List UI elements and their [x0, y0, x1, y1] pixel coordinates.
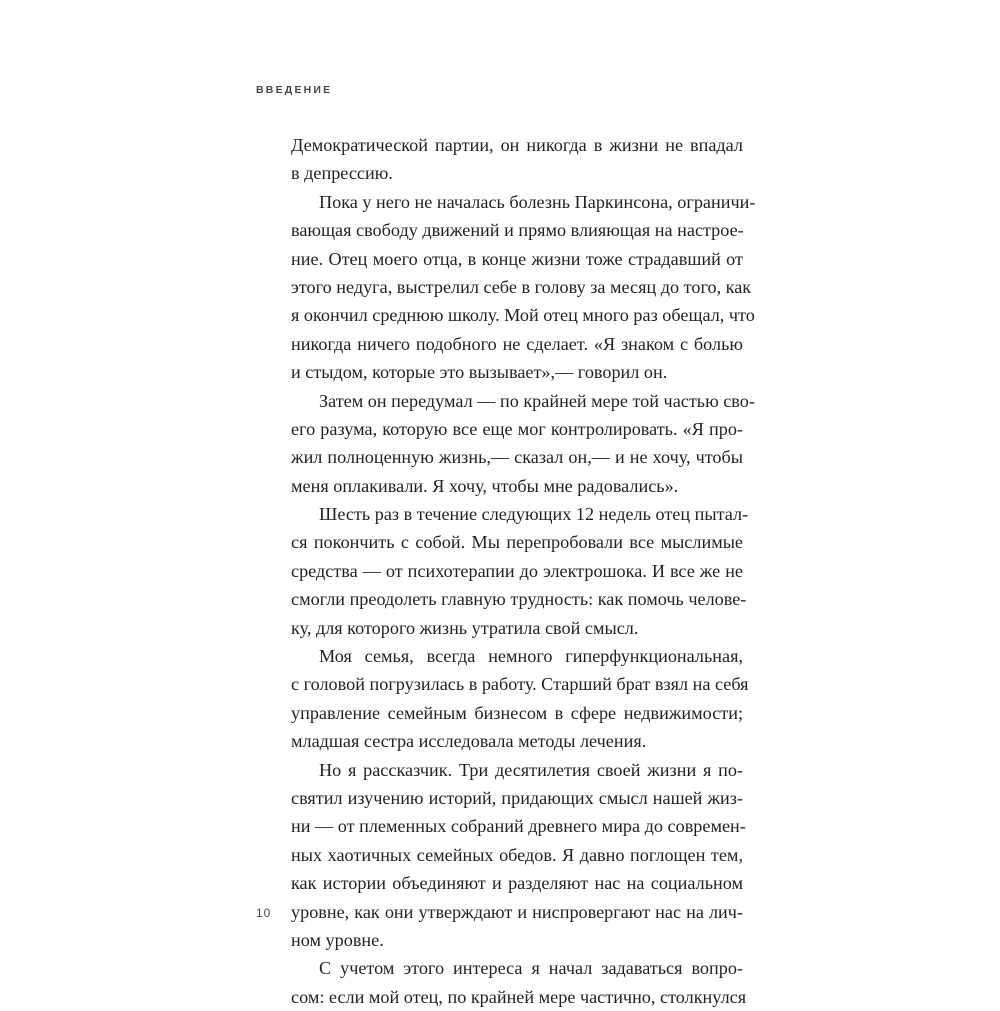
text-line: ных хаотичных семейных обедов. Я давно поглощен тем, — [291, 844, 743, 865]
text-line: ку, для которого жизнь утратила свой смысл. — [291, 617, 639, 638]
text-line: Моя семья, всегда немного гиперфункциональная, — [319, 646, 743, 667]
text-line: ние. Отец моего отца, в конце жизни тоже страдавший от — [291, 248, 743, 269]
text-line: смогли преодолеть главную трудность: как помочь челове- — [291, 589, 747, 610]
text-line: жил полноценную жизнь,— сказал он,— и не хочу, чтобы — [291, 447, 743, 468]
text-line: как истории объединяют и разделяют нас на социальном — [291, 873, 743, 894]
body-text — [291, 131, 756, 1011]
text-line: его разума, которую все еще мог контролировать. «Я про- — [291, 418, 743, 439]
text-line: С учетом этого интереса я начал задаваться вопро- — [319, 958, 743, 979]
text-line: управление семейным бизнесом в сфере недвижимости; — [291, 702, 743, 723]
text-line: святил изучению историй, придающих смысл нашей жиз- — [291, 787, 743, 808]
text-line: Но я рассказчик. Три десятилетия своей жизни я по- — [319, 759, 743, 780]
text-line: вающая свободу движений и прямо влияющая на настрое- — [291, 220, 744, 241]
text-line: ни — от племенных собраний древнего мира до современ- — [291, 816, 746, 837]
text-line: Демократической партии, он никогда в жизни не впадал — [291, 135, 743, 155]
running-head: ВВЕДЕНИЕ — [256, 84, 333, 96]
text-line: в депрессию. — [291, 163, 393, 184]
text-line: меня оплакивали. Я хочу, чтобы мне радовались». — [291, 475, 679, 496]
text-line: Затем он передумал — по крайней мере той частью сво- — [319, 390, 755, 411]
text-line: сом: если мой отец, по крайней мере частично, столкнулся — [291, 986, 747, 1007]
text-line: никогда ничего подобного не сделает. «Я знаком с болью — [291, 333, 743, 354]
text-line: и стыдом, которые это вызывает»,— говорил он. — [291, 362, 668, 383]
text-line: ном уровне. — [291, 929, 384, 950]
text-line: уровне, как они утверждают и ниспровергают нас на лич- — [291, 901, 743, 922]
text-line: ся покончить с собой. Мы перепробовали все мыслимые — [291, 532, 743, 553]
text-line: я окончил среднюю школу. Мой отец много раз обещал, что — [291, 305, 755, 326]
text-line: Шесть раз в течение следующих 12 недель отец пытал- — [319, 504, 749, 525]
text-line: этого недуга, выстрелил себе в голову за месяц до того, как — [291, 276, 752, 297]
text-line: с головой погрузилась в работу. Старший брат взял на себя — [291, 674, 749, 695]
text-line: средства — от психотерапии до электрошока. И все же не — [291, 560, 743, 581]
text-line: младшая сестра исследовала методы лечения. — [291, 731, 647, 752]
page-number: 10 — [256, 906, 272, 920]
text-line: Пока у него не началась болезнь Паркинсона, ограничи- — [319, 191, 756, 212]
